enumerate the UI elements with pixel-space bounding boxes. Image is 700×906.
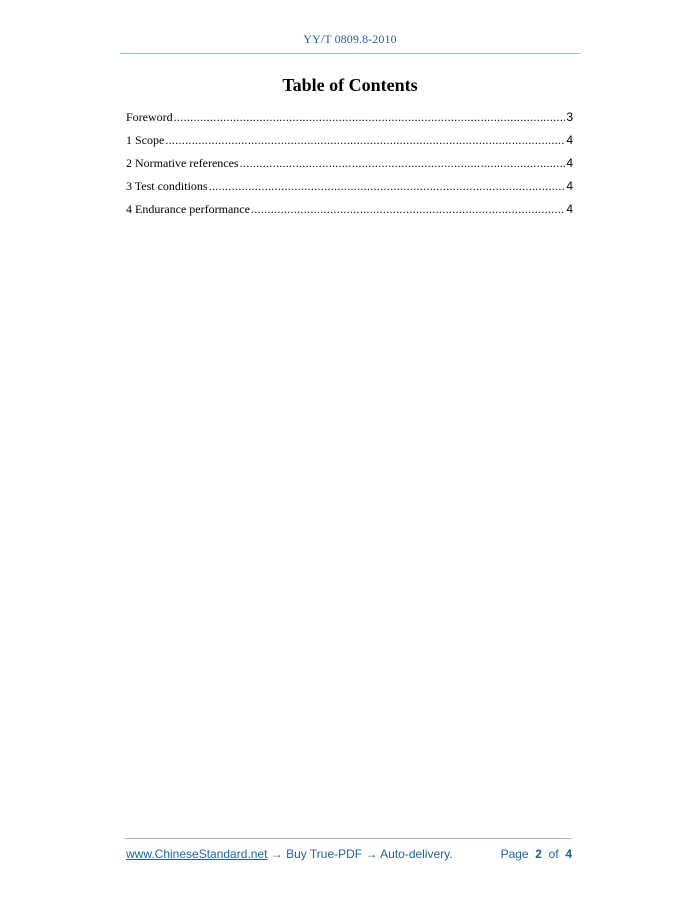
toc-entry-label: 4 Endurance performance [126, 202, 250, 216]
current-page-number: 2 [535, 847, 542, 861]
page-number [501, 847, 572, 861]
toc-entry-label: 1 Scope [126, 133, 165, 147]
arrow-icon: → [267, 847, 287, 861]
page-footer [126, 847, 572, 863]
site-link[interactable]: www.ChineseStandard.net [126, 847, 268, 861]
toc-entry-scope[interactable] [126, 133, 573, 156]
header-divider [120, 53, 580, 54]
toc-entry-page: 4 [566, 179, 573, 193]
toc-entry-foreword[interactable] [126, 110, 573, 133]
toc-entry-page: 4 [566, 156, 573, 170]
toc-dot-leader [165, 133, 565, 148]
toc-dot-leader [240, 156, 566, 171]
standard-code-header: YY/T 0809.8-2010 [303, 32, 397, 46]
toc-list [126, 110, 573, 225]
toc-title: Table of Contents [282, 75, 418, 95]
toc-entry-label: 3 Test conditions [126, 179, 208, 193]
arrow-icon: → [362, 847, 381, 861]
total-page-count: 4 [565, 847, 572, 861]
toc-dot-leader [174, 110, 566, 125]
of-word: of [548, 847, 559, 861]
buy-pdf-text: Buy True-PDF [286, 847, 363, 861]
toc-entry-normative-references[interactable] [126, 156, 573, 179]
auto-delivery-text: Auto-delivery. [380, 847, 453, 861]
toc-entry-label: 2 Normative references [126, 156, 239, 170]
toc-entry-test-conditions[interactable] [126, 179, 573, 202]
page-word: Page [500, 847, 529, 861]
toc-entry-label: Foreword [126, 110, 173, 124]
toc-entry-page: 4 [566, 202, 573, 216]
footer-promo [126, 847, 453, 861]
toc-entry-endurance-performance[interactable] [126, 202, 573, 225]
toc-dot-leader [251, 202, 565, 217]
toc-dot-leader [209, 179, 566, 194]
footer-divider [125, 838, 571, 839]
toc-entry-page: 4 [566, 133, 573, 147]
toc-entry-page: 3 [566, 110, 573, 124]
